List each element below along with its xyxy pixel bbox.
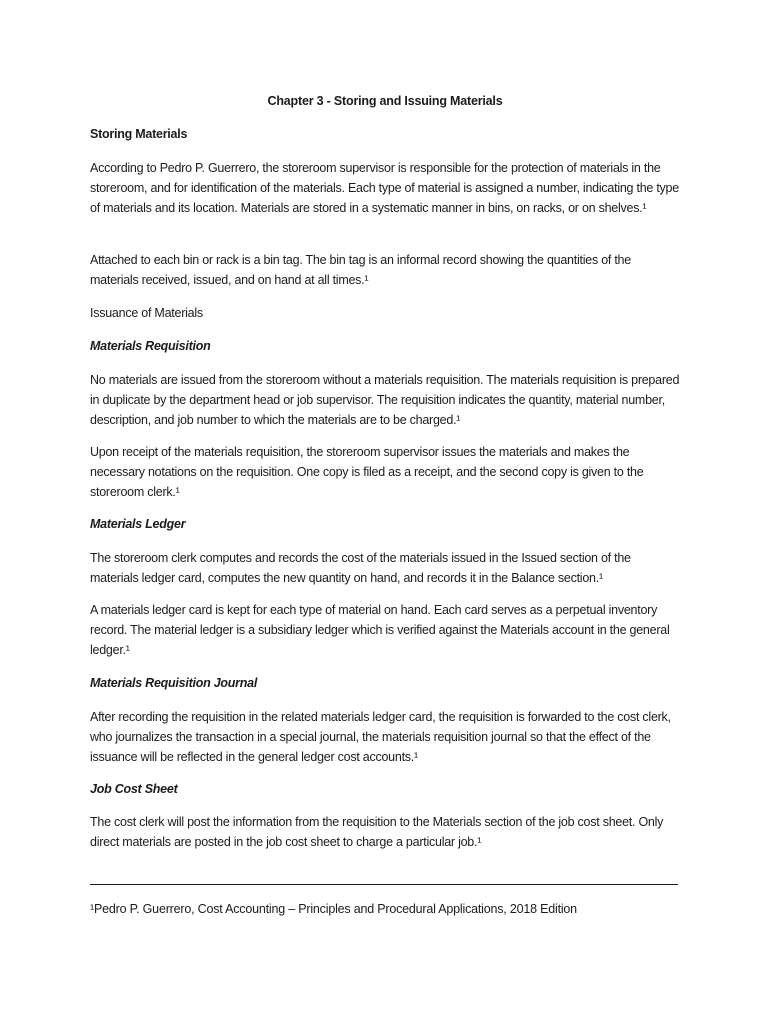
paragraph-storing-1: According to Pedro P. Guerrero, the storeroom supervisor is responsible for the protection of materials in the storeroom, and for identification of the materials. Each type of material is assigned a number, indicating the type of materials and its location. Materials are stored in a systematic manner in bins, on racks, or on shelves.¹: [90, 161, 679, 215]
heading-job-cost-sheet: Job Cost Sheet: [90, 782, 178, 796]
paragraph-ledger-2: A materials ledger card is kept for each type of material on hand. Each card serves as a perpetual inventory record. The material ledger is a subsidiary ledger which is verified against the Materials account in the general ledger.¹: [90, 603, 670, 657]
footnote: ¹Pedro P. Guerrero, Cost Accounting – Principles and Procedural Applications, 2018 Edition: [90, 902, 577, 916]
chapter-title: Chapter 3 - Storing and Issuing Materials: [267, 94, 503, 108]
paragraph-requisition-1: No materials are issued from the storeroom without a materials requisition. The materials requisition is prepared in duplicate by the department head or job supervisor. The requisition indicates the quantity, material number, description, and job number to which the materials are to be charged.¹: [90, 373, 680, 427]
heading-materials-requisition: Materials Requisition: [90, 339, 211, 353]
paragraph-jobcost-1: The cost clerk will post the information from the requisition to the Materials section of the job cost sheet. Only direct materials are posted in the job cost sheet to charge a particular job.¹: [90, 815, 664, 849]
heading-storing-materials: Storing Materials: [90, 127, 188, 141]
paragraph-ledger-1: The storeroom clerk computes and records the cost of the materials issued in the Issued section of the materials ledger card, computes the new quantity on hand, and records it in the Balance section.¹: [90, 551, 631, 585]
heading-materials-ledger: Materials Ledger: [90, 517, 186, 531]
heading-materials-requisition-journal: Materials Requisition Journal: [90, 676, 258, 690]
paragraph-storing-2: Attached to each bin or rack is a bin tag. The bin tag is an informal record showing the quantities of the materials received, issued, and on hand at all times.¹: [90, 253, 631, 287]
footnote-divider: [90, 884, 678, 885]
heading-issuance-of-materials: Issuance of Materials: [90, 306, 203, 320]
paragraph-requisition-2: Upon receipt of the materials requisition, the storeroom supervisor issues the materials and makes the necessary notations on the requisition. One copy is filed as a receipt, and the second copy is given to the storeroom clerk.¹: [90, 445, 644, 499]
paragraph-journal-1: After recording the requisition in the related materials ledger card, the requisition is forwarded to the cost clerk, who journalizes the transaction in a special journal, the materials requisition journal so that the effect of the issuance will be reflected in the general ledger cost accounts.¹: [90, 710, 671, 764]
